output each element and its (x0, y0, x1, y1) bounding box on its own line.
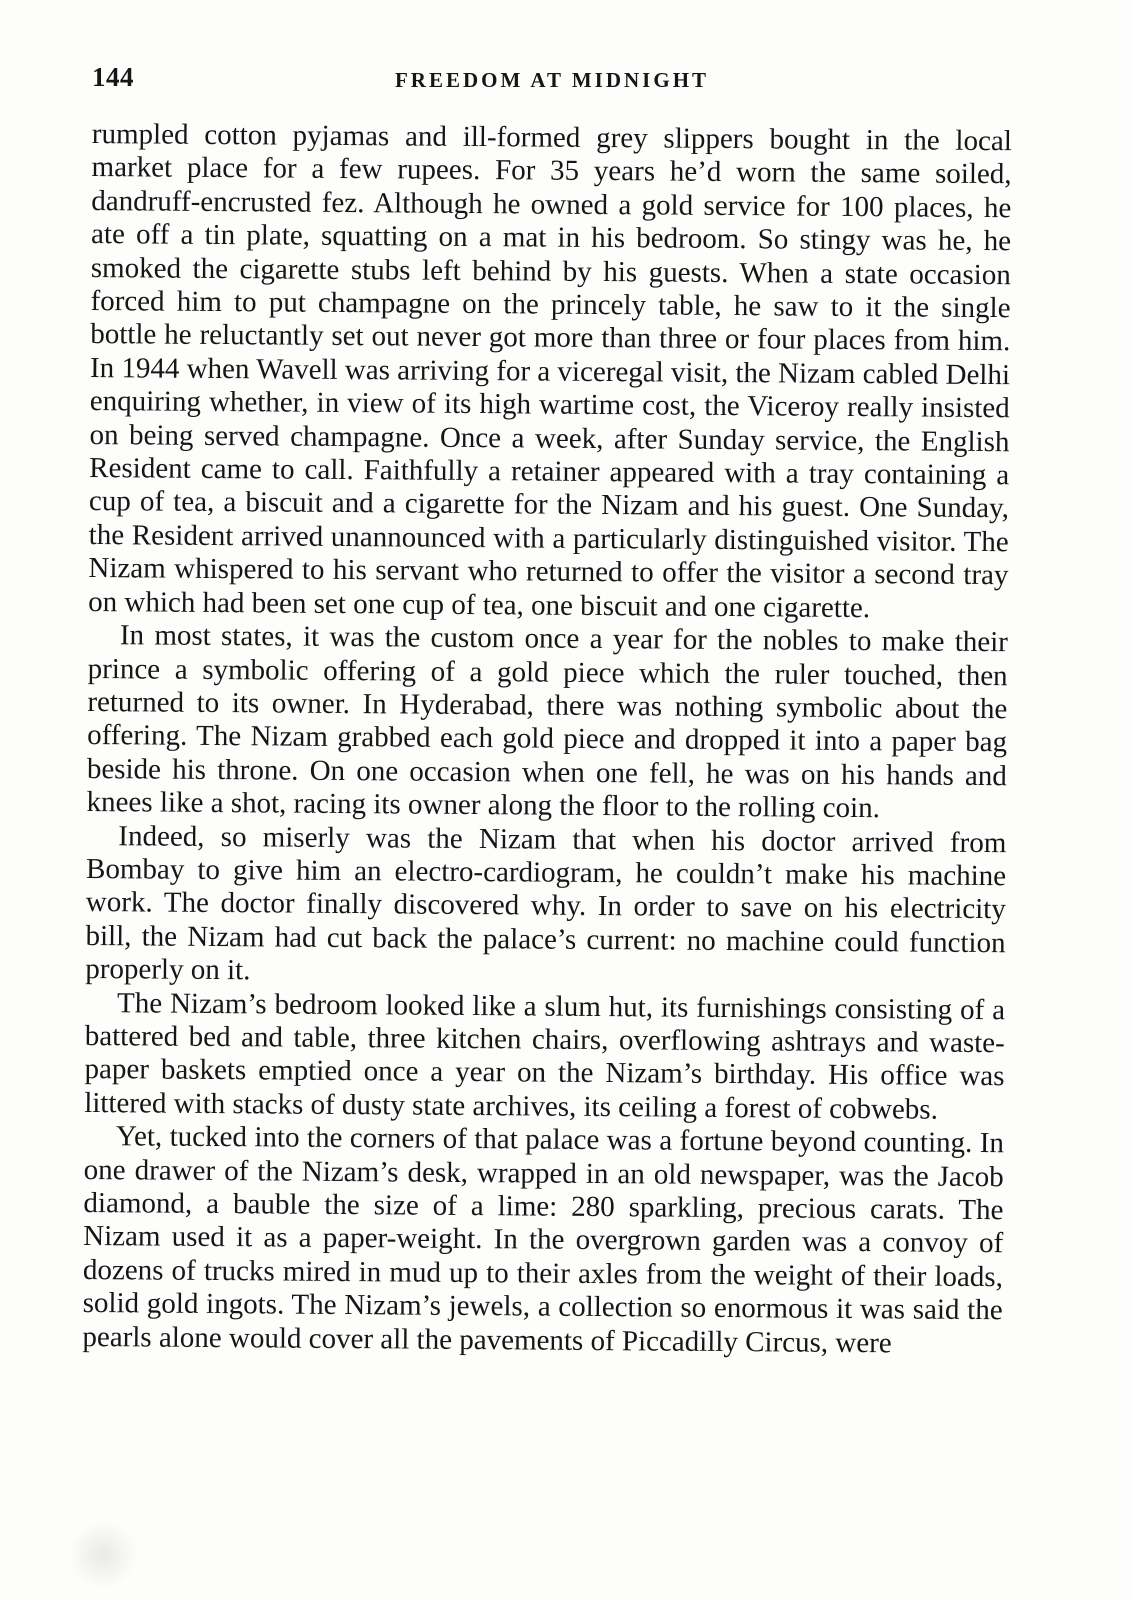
paragraph-3: Indeed, so miserly was the Nizam that when his doctor arrived from Bombay to give him an electro-cardiogram, he couldn’t make his machine work. The doctor finally discovered why. In order to save on his electricity bill, the Nizam had cut back the palace’s current: no machine could function properly on it. (85, 819, 1007, 987)
running-title: FREEDOM AT MIDNIGHT (394, 68, 710, 92)
paragraph-1: rumpled cotton pyjamas and ill-formed grey slippers bought in the local market place for a few rupees. For 35 years he’d worn the same soiled, dandruff-encrusted fez. Although he owned a gold service for 100 places, he ate off a tin plate, squatting on a mat in his bedroom. So stingy was he, he smoked the cigarette stubs left behind by his guests. When a state occasion forced him to put champagne on the princely table, he saw to it the single bottle he reluctantly set out never got more than three or four places from him. In 1944 when Wavell was arriving for a viceregal visit, the Nizam cabled Delhi enquiring whether, in view of its high wartime cost, the Viceroy really insisted on being served champagne. Once a week, after Sunday service, the English Resident came to call. Faithfully a retainer appeared with a tray containing a cup of tea, a biscuit and a cigarette for the Nizam and his guest. One Sunday, the Resident arrived unannounced with a particularly distinguished visitor. The Nizam whispered to his servant who returned to offer the visitor a second tray on which had been set one cup of tea, one biscuit and one cigarette. (88, 118, 1012, 624)
page-number: 144 (92, 62, 134, 92)
paragraph-5: Yet, tucked into the corners of that palace was a fortune beyond counting. In one drawer of the Nizam’s desk, wrapped in an old newspaper, was the Jacob diamond, a bauble the size of a lime: 280 sparkling, precious carats. The Nizam used it as a paper-weight. In the overgrown garden was a convoy of dozens of trucks mired in mud up to their axles from the weight of their loads, solid gold ingots. The Nizam’s jewels, a collection so enormous it was said the pearls alone would cover all the pavements of Piccadilly Circus, were (82, 1120, 1005, 1359)
scan-speck (68, 1520, 138, 1590)
paragraph-2: In most states, it was the custom once a year for the nobles to make their prince a symbolic offering of a gold piece which the ruler touched, then returned to its owner. In Hyderabad, there was nothing symbolic about the offering. The Nizam grabbed each gold piece and dropped it into a paper bag beside his throne. On one occasion when one fell, he was on his hands and knees like a shot, racing its owner along the floor to the rolling coin. (86, 619, 1009, 825)
page-header (92, 62, 1012, 102)
body-text (82, 118, 1012, 1361)
paragraph-4: The Nizam’s bedroom looked like a slum hut, its furnishings consisting of a battered bed and table, three kitchen chairs, overflowing ashtrays and waste-paper baskets emptied once a year on the Nizam’s birthday. His office was littered with stacks of dusty state archives, its ceiling a forest of cobwebs. (84, 986, 1006, 1126)
